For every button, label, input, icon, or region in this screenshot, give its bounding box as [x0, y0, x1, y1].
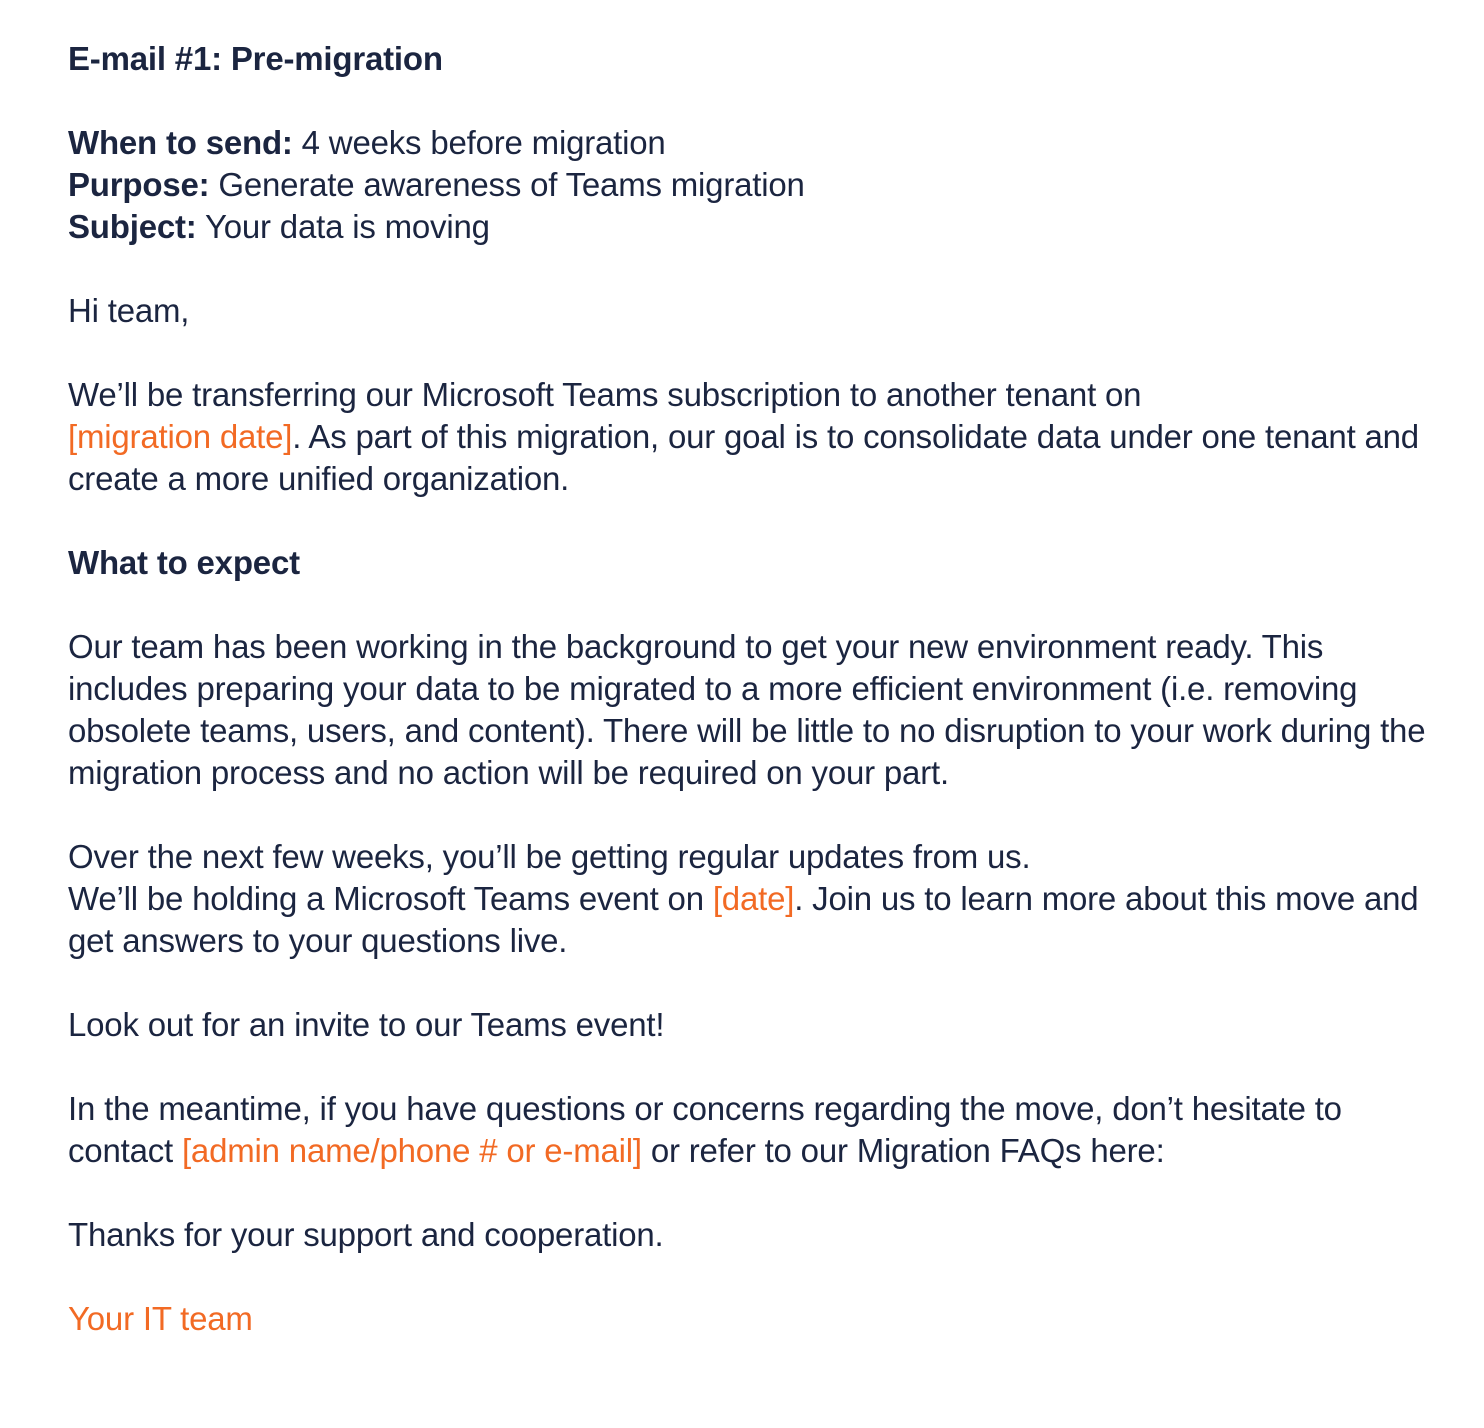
event-before: We’ll be holding a Microsoft Teams event on	[68, 880, 713, 917]
greeting: Hi team,	[68, 292, 190, 329]
event-line	[68, 878, 1448, 962]
when-to-send-label: When to send:	[68, 124, 293, 161]
spacer	[68, 332, 1448, 374]
spacer	[68, 794, 1448, 836]
event-after: . Join us to learn more about this move and get answers to your questions live.	[68, 880, 1419, 959]
spacer	[68, 500, 1448, 542]
subject-label: Subject:	[68, 208, 197, 245]
when-to-send-value: 4 weeks before migration	[292, 124, 666, 161]
intro-line-2	[68, 416, 1448, 500]
contact-before: In the meantime, if you have questions or concerns regarding the move, don’t hesitate to contact	[68, 1090, 1342, 1169]
purpose-value: Generate awareness of Teams migration	[209, 166, 805, 203]
event-date-placeholder: [date]	[712, 880, 795, 917]
thanks-line: Thanks for your support and cooperation.	[68, 1216, 664, 1253]
admin-contact-placeholder: [admin name/phone # or e-mail]	[181, 1132, 642, 1169]
purpose-label: Purpose:	[68, 166, 210, 203]
updates-paragraph	[68, 836, 1448, 962]
section-heading: What to expect	[68, 544, 300, 581]
signature: Your IT team	[68, 1300, 253, 1337]
subject-value: Your data is moving	[196, 208, 490, 245]
intro-line-1: We’ll be transferring our Microsoft Teams subscription to another tenant on	[68, 376, 1142, 413]
invite-line: Look out for an invite to our Teams event!	[68, 1006, 665, 1043]
email-template-document	[68, 38, 1448, 1340]
spacer	[68, 1172, 1448, 1214]
updates-line: Over the next few weeks, you’ll be getting regular updates from us.	[68, 838, 1031, 875]
spacer	[68, 1046, 1448, 1088]
subject-line	[68, 206, 1448, 248]
contact-paragraph	[68, 1088, 1448, 1172]
spacer	[68, 962, 1448, 1004]
migration-date-placeholder: [migration date]	[68, 418, 293, 455]
purpose-line	[68, 164, 1448, 206]
email-title: E-mail #1: Pre-migration	[68, 40, 443, 77]
intro-rest: . As part of this migration, our goal is to consolidate data under one tenant and create a more unified organization.	[68, 418, 1419, 497]
email-meta-block	[68, 122, 1448, 248]
contact-after: or refer to our Migration FAQs here:	[641, 1132, 1165, 1169]
when-to-send-line	[68, 122, 1448, 164]
spacer	[68, 1256, 1448, 1298]
spacer	[68, 584, 1448, 626]
expect-paragraph: Our team has been working in the background to get your new environment ready. This includes preparing your data to be migrated to a more efficient environment (i.e. removing obsolete teams, users, and content). There will be little to no disruption to your work during the migration process and no action will be required on your part.	[68, 628, 1426, 791]
intro-paragraph	[68, 374, 1448, 500]
spacer	[68, 80, 1448, 122]
spacer	[68, 248, 1448, 290]
